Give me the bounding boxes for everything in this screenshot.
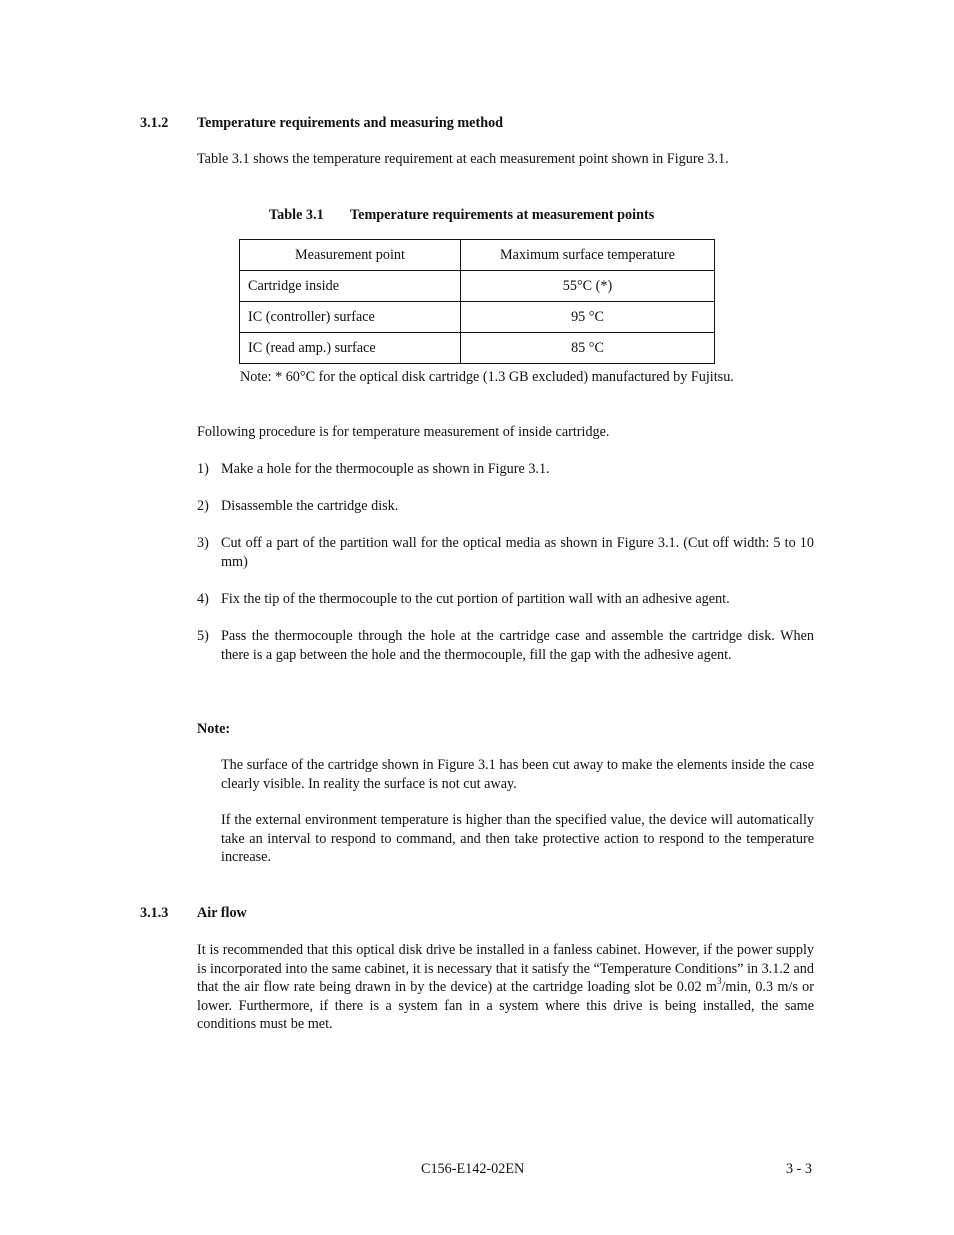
list-item-number: 3) — [197, 535, 209, 551]
table-caption: Temperature requirements at measurement points — [350, 207, 655, 223]
table-header-cell: Measurement point — [240, 240, 461, 271]
section-number: 3.1.2 — [140, 115, 169, 131]
list-item-number: 1) — [197, 461, 209, 477]
airflow-text: It is recommended that this optical disk drive be installed in a fanless cabinet. However, if the power supply is incorporated into the same cabinet, it is necessary that it satisfy the “Temperature Conditions” in 3.1.2 and that the air flow rate being drawn in by the device) at the cartridge loading slot be 0.02 m — [197, 942, 814, 995]
footer-page-number: 3 - 3 — [786, 1161, 813, 1177]
superscript: 3 — [716, 976, 722, 987]
procedure-intro: Following procedure is for temperature measurement of inside cartridge. — [197, 424, 610, 440]
table-cell: 95 °C — [461, 302, 715, 333]
section-number: 3.1.3 — [140, 905, 169, 921]
list-item-number: 4) — [197, 591, 209, 607]
table-cell: Cartridge inside — [240, 271, 461, 302]
list-item: Cut off a part of the partition wall for the optical media as shown in Figure 3.1. (Cut off width: 5 to 10 mm) — [221, 535, 814, 570]
table-row — [240, 302, 715, 333]
table-header-cell: Maximum surface temperature — [461, 240, 715, 271]
note-paragraph: If the external environment temperature is higher than the specified value, the device will automatically take an interval to respond to command, and then take protective action to respond to the temperature increase. — [221, 812, 814, 865]
note-paragraph: The surface of the cartridge shown in Figure 3.1 has been cut away to make the elements inside the case clearly visible. In reality the surface is not cut away. — [221, 757, 814, 792]
airflow-paragraph — [197, 941, 814, 1034]
table-cell: 85 °C — [461, 333, 715, 364]
footer-doc-id: C156-E142-02EN — [421, 1161, 525, 1177]
note-heading: Note: — [197, 721, 231, 737]
list-item: Disassemble the cartridge disk. — [221, 498, 399, 514]
list-item-number: 5) — [197, 628, 209, 644]
table-label: Table 3.1 — [269, 207, 324, 223]
section-intro: Table 3.1 shows the temperature requirement at each measurement point shown in Figure 3.1. — [197, 151, 729, 167]
list-item: Make a hole for the thermocouple as shown in Figure 3.1. — [221, 461, 550, 477]
table-cell: 55°C (*) — [461, 271, 715, 302]
table-cell: IC (read amp.) surface — [240, 333, 461, 364]
table-cell: IC (controller) surface — [240, 302, 461, 333]
list-item-number: 2) — [197, 498, 209, 514]
table-note: Note: * 60°C for the optical disk cartridge (1.3 GB excluded) manufactured by Fujitsu. — [240, 369, 734, 385]
table-row — [240, 333, 715, 364]
list-item: Pass the thermocouple through the hole at the cartridge case and assemble the cartridge disk. When there is a gap between the hole and the thermocouple, fill the gap with the adhesive agent. — [221, 628, 814, 663]
section-title: Air flow — [197, 905, 247, 921]
temperature-table — [239, 239, 715, 364]
list-item: Fix the tip of the thermocouple to the cut portion of partition wall with an adhesive agent. — [221, 591, 730, 607]
table-row — [240, 271, 715, 302]
table-header-row — [240, 240, 715, 271]
airflow-text: /min, 0.3 m/s or lower. Furthermore, if there is a system fan in a system where this drive is being installed, the same conditions must be met. — [197, 979, 814, 1032]
section-title: Temperature requirements and measuring method — [197, 115, 504, 131]
